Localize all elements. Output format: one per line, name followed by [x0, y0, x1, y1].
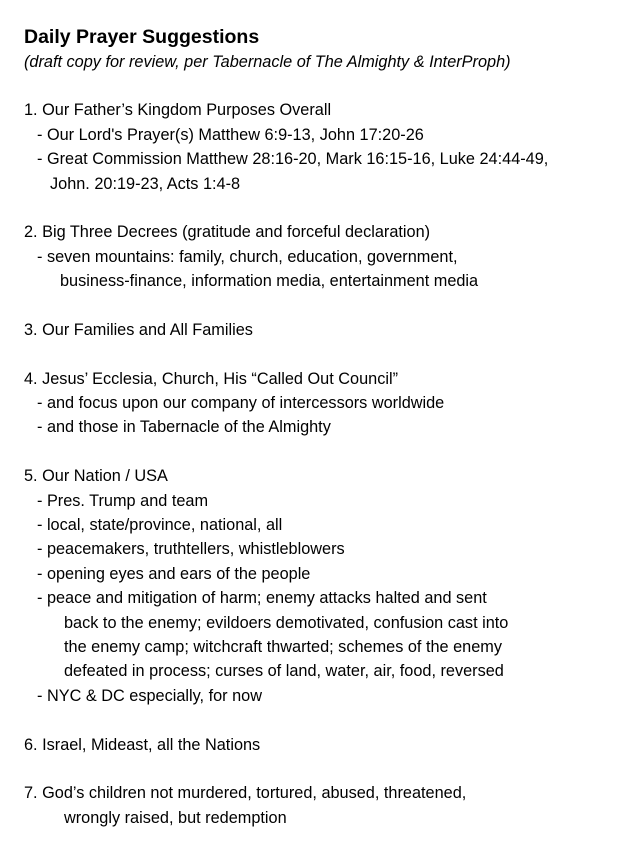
section-6: [24, 733, 620, 757]
section-line-continued: defeated in process; curses of land, water, air, food, reversed: [64, 662, 504, 681]
spacer: [24, 342, 620, 366]
document-title: Daily Prayer Suggestions: [24, 26, 260, 48]
section-1: [24, 98, 620, 196]
section-line: - seven mountains: family, church, education, government,: [37, 247, 458, 266]
spacer: [24, 440, 620, 464]
spacer: [24, 74, 620, 98]
section-line: - Pres. Trump and team: [37, 491, 209, 510]
section-line-continued: John. 20:19-23, Acts 1:4-8: [50, 174, 241, 193]
spacer: [24, 708, 620, 732]
section-line: - NYC & DC especially, for now: [37, 686, 262, 705]
section-line-continued: back to the enemy; evildoers demotivated, confusion cast into: [64, 613, 509, 632]
section-line: - opening eyes and ears of the people: [37, 564, 311, 583]
document-subtitle: (draft copy for review, per Tabernacle of The Almighty & InterProph): [24, 53, 511, 71]
document-page: [24, 24, 620, 830]
section-heading: 1. Our Father’s Kingdom Purposes Overall: [24, 101, 332, 120]
section-line-continued: the enemy camp; witchcraft thwarted; schemes of the enemy: [64, 637, 502, 656]
section-3: [24, 318, 620, 342]
spacer: [24, 294, 620, 318]
section-line-continued: wrongly raised, but redemption: [64, 808, 287, 827]
spacer: [24, 196, 620, 220]
section-heading: 5. Our Nation / USA: [24, 467, 168, 486]
section-line-continued: business-finance, information media, entertainment media: [60, 272, 479, 291]
section-heading: 7. God’s children not murdered, tortured, abused, threatened,: [24, 784, 467, 803]
spacer: [24, 757, 620, 781]
section-line: - peacemakers, truthtellers, whistleblowers: [37, 540, 345, 559]
section-4: [24, 367, 620, 440]
section-heading: 4. Jesus’ Ecclesia, Church, His “Called Out Council”: [24, 369, 398, 388]
section-line: - local, state/province, national, all: [37, 516, 283, 535]
section-5: [24, 464, 620, 708]
section-line: - peace and mitigation of harm; enemy attacks halted and sent: [37, 589, 487, 608]
section-7: [24, 781, 620, 830]
section-heading: 3. Our Families and All Families: [24, 320, 253, 339]
section-line: - Great Commission Matthew 28:16-20, Mark 16:15-16, Luke 24:44-49,: [37, 150, 549, 169]
section-line: - and focus upon our company of intercessors worldwide: [37, 394, 445, 413]
section-heading: 6. Israel, Mideast, all the Nations: [24, 735, 261, 754]
section-line: - Our Lord's Prayer(s) Matthew 6:9-13, John 17:20-26: [37, 125, 424, 144]
section-line: - and those in Tabernacle of the Almighty: [37, 418, 331, 437]
section-heading: 2. Big Three Decrees (gratitude and forceful declaration): [24, 223, 431, 242]
section-2: [24, 220, 620, 293]
